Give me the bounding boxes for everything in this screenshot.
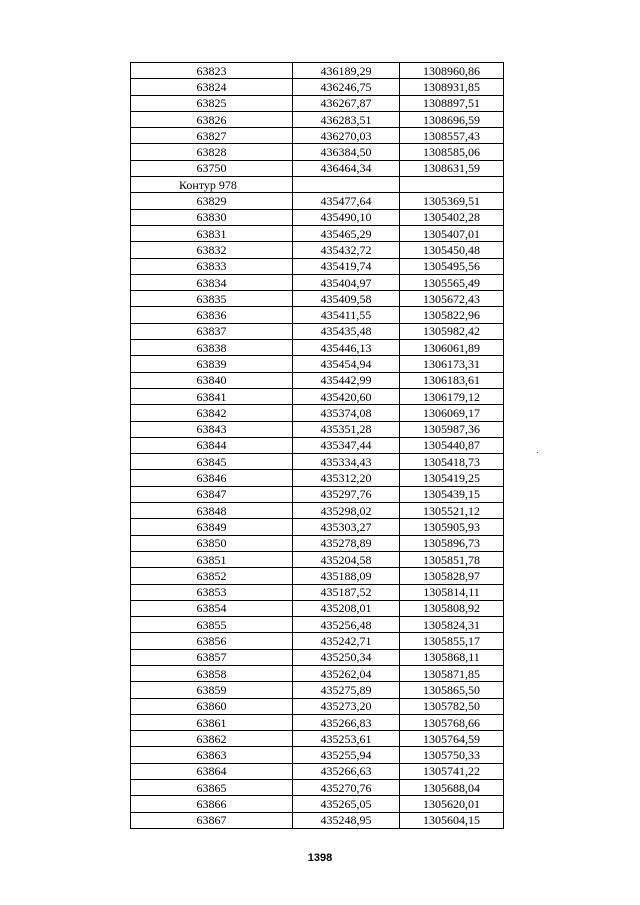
x-coordinate-cell: 436384,50 (293, 144, 400, 160)
point-id-cell: 63853 (131, 584, 293, 600)
point-id-cell: 63825 (131, 95, 293, 111)
point-id-cell: 63826 (131, 111, 293, 127)
table-row (131, 780, 504, 796)
table-row (131, 437, 504, 453)
y-coordinate-cell: 1305450,48 (400, 242, 504, 258)
x-coordinate-cell: 435273,20 (293, 698, 400, 714)
x-coordinate-cell: 435278,89 (293, 535, 400, 551)
table-row (131, 698, 504, 714)
point-id-cell: 63839 (131, 356, 293, 372)
y-coordinate-cell: 1306173,31 (400, 356, 504, 372)
y-coordinate-cell: 1305407,01 (400, 225, 504, 241)
table-row (131, 372, 504, 388)
table-row (131, 405, 504, 421)
y-coordinate-cell: 1305896,73 (400, 535, 504, 551)
table-row (131, 714, 504, 730)
table-row (131, 291, 504, 307)
point-id-cell: 63866 (131, 796, 293, 812)
table-row (131, 388, 504, 404)
point-id-cell: 63846 (131, 470, 293, 486)
y-coordinate-cell: 1305822,96 (400, 307, 504, 323)
y-coordinate-cell: 1305824,31 (400, 617, 504, 633)
x-coordinate-cell: 435208,01 (293, 600, 400, 616)
x-coordinate-cell: 435255,94 (293, 747, 400, 763)
table-row (131, 128, 504, 144)
point-id-cell: 63854 (131, 600, 293, 616)
y-coordinate-cell: 1306179,12 (400, 388, 504, 404)
x-coordinate-cell: 436246,75 (293, 79, 400, 95)
table-row (131, 95, 504, 111)
y-coordinate-cell: 1305865,50 (400, 682, 504, 698)
point-id-cell: 63829 (131, 193, 293, 209)
table-row (131, 649, 504, 665)
table-row (131, 274, 504, 290)
table-row (131, 356, 504, 372)
y-coordinate-cell: 1308696,59 (400, 111, 504, 127)
point-id-cell: 63841 (131, 388, 293, 404)
point-id-cell: 63850 (131, 535, 293, 551)
x-coordinate-cell: 435242,71 (293, 633, 400, 649)
table-row (131, 79, 504, 95)
x-coordinate-cell: 435334,43 (293, 454, 400, 470)
x-coordinate-cell: 435204,58 (293, 551, 400, 567)
table-row (131, 144, 504, 160)
y-coordinate-cell: 1305369,51 (400, 193, 504, 209)
y-coordinate-cell: 1305868,11 (400, 649, 504, 665)
table-row (131, 421, 504, 437)
y-coordinate-cell: 1308557,43 (400, 128, 504, 144)
table-row (131, 665, 504, 681)
x-coordinate-cell: 435374,08 (293, 405, 400, 421)
x-coordinate-cell: 435411,55 (293, 307, 400, 323)
y-coordinate-cell: 1305768,66 (400, 714, 504, 730)
y-coordinate-cell: 1305402,28 (400, 209, 504, 225)
x-coordinate-cell: 435262,04 (293, 665, 400, 681)
y-coordinate-cell: 1305495,56 (400, 258, 504, 274)
y-coordinate-cell (400, 177, 504, 193)
point-id-cell: 63834 (131, 274, 293, 290)
y-coordinate-cell: 1305814,11 (400, 584, 504, 600)
page-number: 1398 (307, 852, 333, 864)
y-coordinate-cell: 1305808,92 (400, 600, 504, 616)
x-coordinate-cell: 435465,29 (293, 225, 400, 241)
contour-label: Контур 978 (131, 177, 293, 193)
point-id-cell: 63865 (131, 780, 293, 796)
x-coordinate-cell: 435454,94 (293, 356, 400, 372)
point-id-cell: 63858 (131, 665, 293, 681)
x-coordinate-cell: 436267,87 (293, 95, 400, 111)
table-row (131, 340, 504, 356)
table-row (131, 63, 504, 79)
y-coordinate-cell: 1305688,04 (400, 780, 504, 796)
x-coordinate-cell: 435298,02 (293, 503, 400, 519)
table-row (131, 486, 504, 502)
x-coordinate-cell: 435442,99 (293, 372, 400, 388)
table-row (131, 796, 504, 812)
table-row (131, 503, 504, 519)
x-coordinate-cell: 435275,89 (293, 682, 400, 698)
x-coordinate-cell: 435446,13 (293, 340, 400, 356)
table-row (131, 258, 504, 274)
x-coordinate-cell: 435435,48 (293, 323, 400, 339)
point-id-cell: 63857 (131, 649, 293, 665)
point-id-cell: 63845 (131, 454, 293, 470)
table-row (131, 682, 504, 698)
x-coordinate-cell: 435265,05 (293, 796, 400, 812)
y-coordinate-cell: 1305620,01 (400, 796, 504, 812)
y-coordinate-cell: 1306183,61 (400, 372, 504, 388)
scan-speck (537, 452, 538, 453)
x-coordinate-cell: 435256,48 (293, 617, 400, 633)
x-coordinate-cell: 435490,10 (293, 209, 400, 225)
x-coordinate-cell: 435347,44 (293, 437, 400, 453)
y-coordinate-cell: 1305750,33 (400, 747, 504, 763)
x-coordinate-cell: 436270,03 (293, 128, 400, 144)
x-coordinate-cell: 435419,74 (293, 258, 400, 274)
table-row (131, 617, 504, 633)
point-id-cell: 63855 (131, 617, 293, 633)
table-row (131, 747, 504, 763)
x-coordinate-cell: 435248,95 (293, 812, 400, 828)
x-coordinate-cell: 435312,20 (293, 470, 400, 486)
point-id-cell: 63750 (131, 160, 293, 176)
x-coordinate-cell: 435303,27 (293, 519, 400, 535)
point-id-cell: 63849 (131, 519, 293, 535)
coordinates-table-body (131, 63, 504, 829)
y-coordinate-cell: 1308631,59 (400, 160, 504, 176)
y-coordinate-cell: 1305851,78 (400, 551, 504, 567)
point-id-cell: 63859 (131, 682, 293, 698)
x-coordinate-cell: 435432,72 (293, 242, 400, 258)
table-row (131, 535, 504, 551)
y-coordinate-cell: 1305419,25 (400, 470, 504, 486)
table-row (131, 470, 504, 486)
y-coordinate-cell: 1305855,17 (400, 633, 504, 649)
y-coordinate-cell: 1305828,97 (400, 568, 504, 584)
point-id-cell: 63842 (131, 405, 293, 421)
point-id-cell: 63827 (131, 128, 293, 144)
x-coordinate-cell: 435266,83 (293, 714, 400, 730)
y-coordinate-cell: 1305418,73 (400, 454, 504, 470)
point-id-cell: 63852 (131, 568, 293, 584)
table-row (131, 568, 504, 584)
point-id-cell: 63838 (131, 340, 293, 356)
table-row (131, 454, 504, 470)
y-coordinate-cell: 1308960,86 (400, 63, 504, 79)
point-id-cell: 63862 (131, 731, 293, 747)
table-row (131, 519, 504, 535)
point-id-cell: 63823 (131, 63, 293, 79)
point-id-cell: 63864 (131, 763, 293, 779)
point-id-cell: 63844 (131, 437, 293, 453)
y-coordinate-cell: 1308585,06 (400, 144, 504, 160)
point-id-cell: 63867 (131, 812, 293, 828)
point-id-cell: 63831 (131, 225, 293, 241)
table-row (131, 584, 504, 600)
x-coordinate-cell: 436189,29 (293, 63, 400, 79)
x-coordinate-cell: 436283,51 (293, 111, 400, 127)
point-id-cell: 63833 (131, 258, 293, 274)
y-coordinate-cell: 1305439,15 (400, 486, 504, 502)
x-coordinate-cell: 435477,64 (293, 193, 400, 209)
y-coordinate-cell: 1305440,87 (400, 437, 504, 453)
coordinates-table-container (130, 62, 504, 829)
x-coordinate-cell: 435404,97 (293, 274, 400, 290)
y-coordinate-cell: 1305905,93 (400, 519, 504, 535)
table-row (131, 323, 504, 339)
y-coordinate-cell: 1305782,50 (400, 698, 504, 714)
point-id-cell: 63843 (131, 421, 293, 437)
x-coordinate-cell: 435253,61 (293, 731, 400, 747)
table-row (131, 111, 504, 127)
point-id-cell: 63863 (131, 747, 293, 763)
point-id-cell: 63836 (131, 307, 293, 323)
table-row (131, 633, 504, 649)
point-id-cell: 63828 (131, 144, 293, 160)
y-coordinate-cell: 1305982,42 (400, 323, 504, 339)
point-id-cell: 63848 (131, 503, 293, 519)
point-id-cell: 63856 (131, 633, 293, 649)
point-id-cell: 63832 (131, 242, 293, 258)
point-id-cell: 63830 (131, 209, 293, 225)
table-row (131, 225, 504, 241)
y-coordinate-cell: 1306061,89 (400, 340, 504, 356)
point-id-cell: 63824 (131, 79, 293, 95)
point-id-cell: 63835 (131, 291, 293, 307)
x-coordinate-cell (293, 177, 400, 193)
table-row (131, 193, 504, 209)
x-coordinate-cell: 435420,60 (293, 388, 400, 404)
x-coordinate-cell: 436464,34 (293, 160, 400, 176)
point-id-cell: 63840 (131, 372, 293, 388)
x-coordinate-cell: 435270,76 (293, 780, 400, 796)
table-row (131, 209, 504, 225)
contour-header-row (131, 177, 504, 193)
y-coordinate-cell: 1308897,51 (400, 95, 504, 111)
x-coordinate-cell: 435250,34 (293, 649, 400, 665)
y-coordinate-cell: 1308931,85 (400, 79, 504, 95)
point-id-cell: 63851 (131, 551, 293, 567)
y-coordinate-cell: 1305604,15 (400, 812, 504, 828)
y-coordinate-cell: 1306069,17 (400, 405, 504, 421)
point-id-cell: 63860 (131, 698, 293, 714)
y-coordinate-cell: 1305741,22 (400, 763, 504, 779)
table-row (131, 307, 504, 323)
table-row (131, 160, 504, 176)
x-coordinate-cell: 435409,58 (293, 291, 400, 307)
y-coordinate-cell: 1305521,12 (400, 503, 504, 519)
coordinates-table (130, 62, 504, 829)
y-coordinate-cell: 1305672,43 (400, 291, 504, 307)
point-id-cell: 63861 (131, 714, 293, 730)
x-coordinate-cell: 435297,76 (293, 486, 400, 502)
point-id-cell: 63837 (131, 323, 293, 339)
point-id-cell: 63847 (131, 486, 293, 502)
y-coordinate-cell: 1305764,59 (400, 731, 504, 747)
x-coordinate-cell: 435351,28 (293, 421, 400, 437)
table-row (131, 812, 504, 828)
x-coordinate-cell: 435266,63 (293, 763, 400, 779)
table-row (131, 600, 504, 616)
y-coordinate-cell: 1305565,49 (400, 274, 504, 290)
table-row (131, 763, 504, 779)
x-coordinate-cell: 435188,09 (293, 568, 400, 584)
table-row (131, 731, 504, 747)
table-row (131, 551, 504, 567)
y-coordinate-cell: 1305987,36 (400, 421, 504, 437)
y-coordinate-cell: 1305871,85 (400, 665, 504, 681)
table-row (131, 242, 504, 258)
x-coordinate-cell: 435187,52 (293, 584, 400, 600)
